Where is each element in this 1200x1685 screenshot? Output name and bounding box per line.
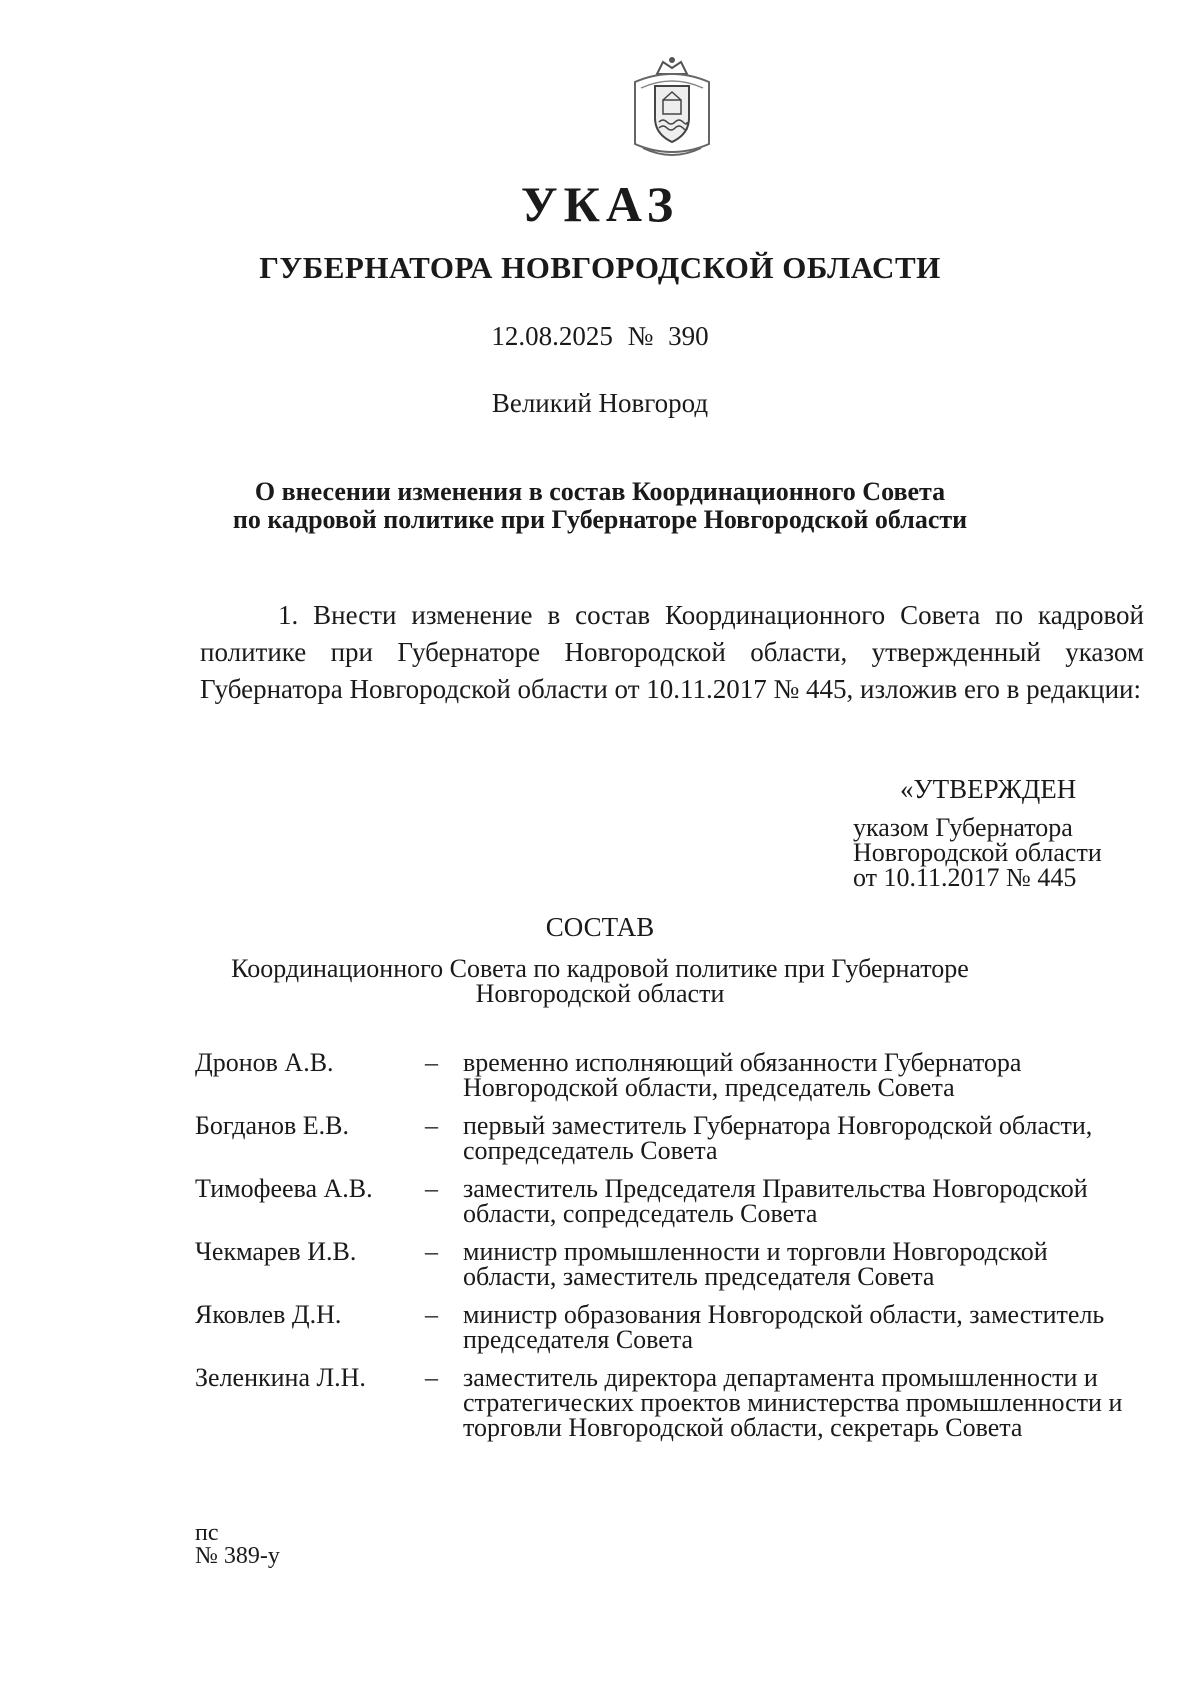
issuer-title: ГУБЕРНАТОРА НОВГОРОДСКОЙ ОБЛАСТИ [259, 250, 941, 285]
member-name: Тимофеева А.В. [195, 1174, 373, 1203]
member-dash: – [425, 1237, 438, 1266]
footer-code [195, 1522, 280, 1568]
member-role: первый заместитель Губернатора Новгородской области, сопредседатель Совета [463, 1111, 1093, 1165]
coat-of-arms-icon [627, 52, 717, 162]
member-dash: – [425, 1363, 438, 1392]
composition-subtitle-1: Координационного Совета по кадровой политике при Губернаторе [231, 954, 969, 983]
approval-block [853, 815, 1102, 890]
subject-line-2: по кадровой политике при Губернаторе Новгородской области [232, 505, 968, 534]
member-role: заместитель Председателя Правительства Новгородской области, сопредседатель Совета [463, 1174, 1088, 1228]
member-dash: – [425, 1174, 438, 1203]
member-dash: – [425, 1300, 438, 1329]
member-role: заместитель директора департамента промышленности и стратегических проектов министерства промышленности и торговли Новгородской области, секретарь Совета [463, 1363, 1123, 1442]
approval-line-1: указом Губернатора [853, 813, 1073, 842]
member-row [195, 1050, 1145, 1100]
member-dash: – [425, 1111, 438, 1140]
footer-line-1: пс [195, 1520, 219, 1546]
date-number-line [0, 321, 1200, 352]
city: Великий Новгород [491, 388, 709, 418]
subject-line-1: О внесении изменения в состав Координационного Совета [254, 477, 946, 506]
approval-title: «УТВЕРЖДЕН [900, 774, 1077, 804]
document-date: 12.08.2025 [491, 321, 613, 351]
member-name: Зеленкина Л.Н. [195, 1363, 366, 1392]
member-role: министр образования Новгородской области, заместитель председателя Совета [463, 1300, 1105, 1354]
member-row [195, 1365, 1145, 1440]
member-dash: – [425, 1048, 438, 1077]
approval-line-3: от 10.11.2017 № 445 [853, 863, 1077, 892]
member-name: Яковлев Д.Н. [195, 1300, 342, 1329]
approval-line-2: Новгородской области [853, 838, 1102, 867]
document-type: УКАЗ [520, 176, 680, 232]
composition-title: СОСТАВ [545, 912, 655, 942]
member-name: Богданов Е.В. [195, 1111, 349, 1140]
member-name: Чекмарев И.В. [195, 1237, 357, 1266]
member-row [195, 1176, 1145, 1226]
composition-subtitle-2: Новгородской области [475, 979, 725, 1008]
composition-subtitle [0, 956, 1200, 1006]
member-row [195, 1239, 1145, 1289]
member-row [195, 1113, 1145, 1163]
number-sign: № [627, 321, 654, 351]
subject-heading [0, 478, 1200, 534]
footer-line-2: № 389-у [195, 1543, 280, 1569]
document-number: 390 [668, 321, 709, 351]
member-role: временно исполняющий обязанности Губернатора Новгородской области, председатель Совета [463, 1048, 1022, 1102]
body-paragraph: 1. Внести изменение в состав Координационного Совета по кадровой политике при Губернаторе Новгородской области, утвержденный указом Губернатора Новгородской области от 10.11.2017 № 445, изложив его в редакции: [200, 600, 1144, 704]
members-list [195, 1050, 1145, 1453]
member-name: Дронов А.В. [195, 1048, 334, 1077]
member-role: министр промышленности и торговли Новгородской области, заместитель председателя Совета [463, 1237, 1048, 1291]
member-row [195, 1302, 1145, 1352]
